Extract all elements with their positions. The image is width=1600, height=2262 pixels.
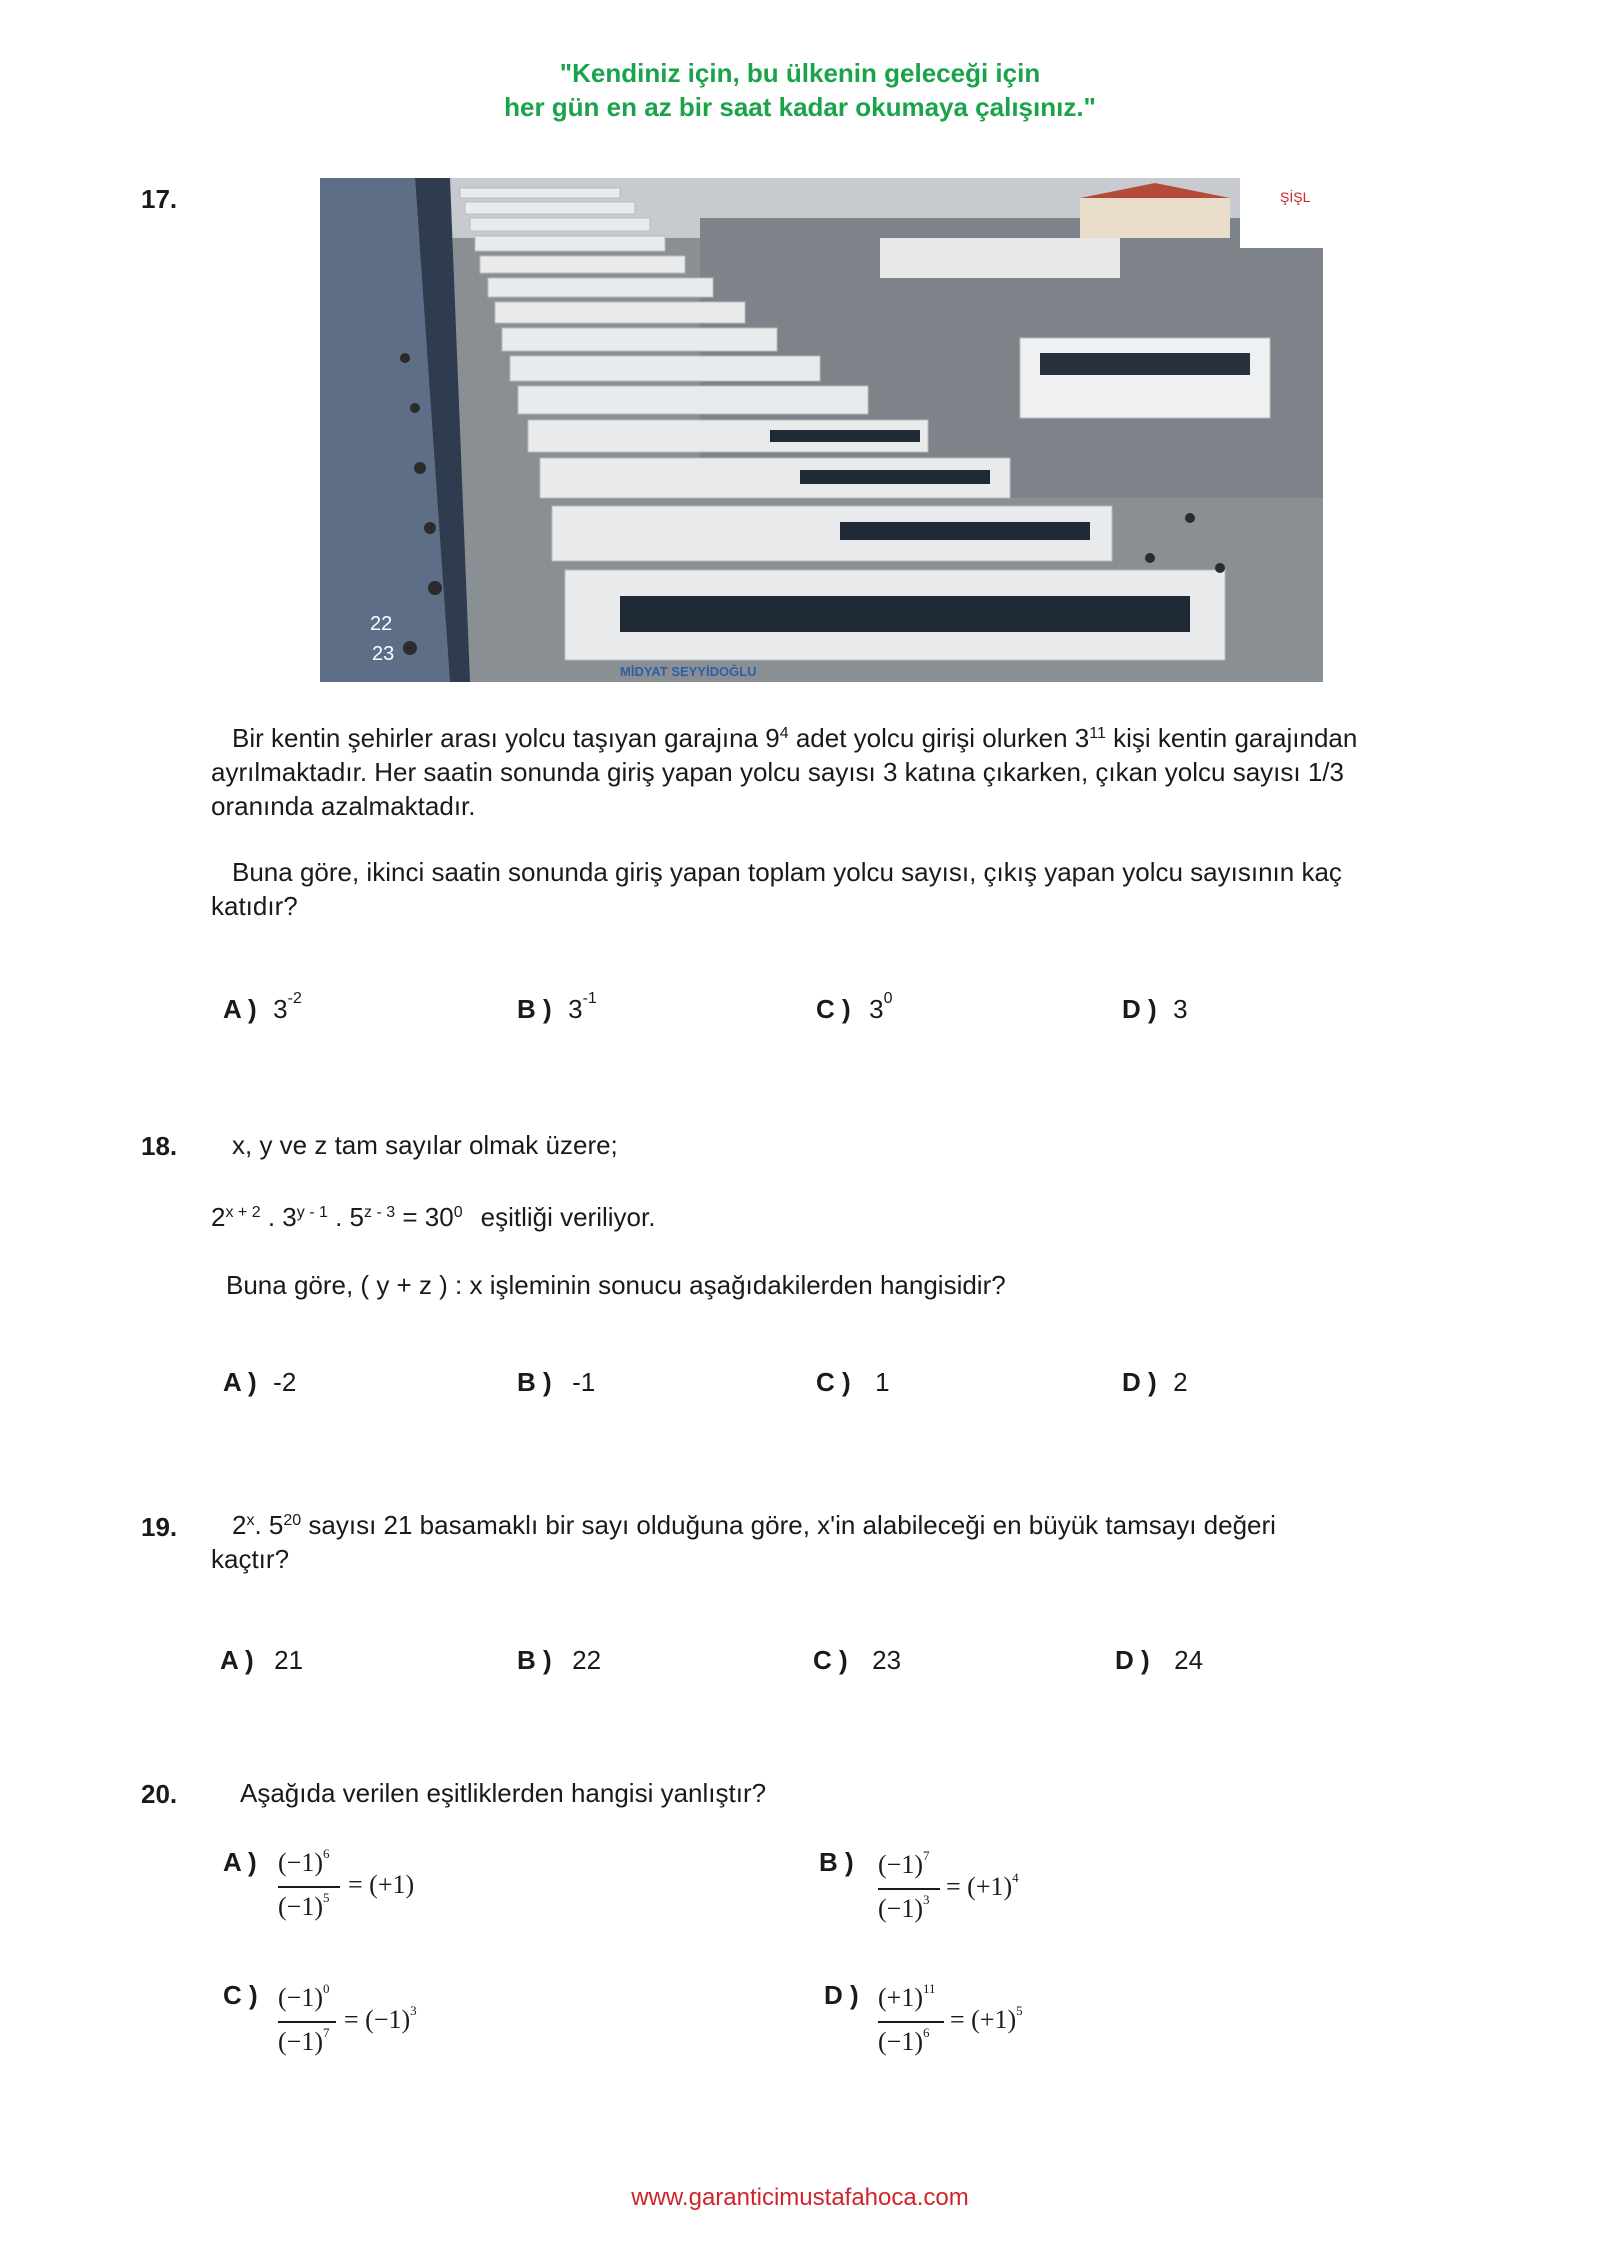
num-base: (−1) [278, 1848, 323, 1877]
option-value: 1 [875, 1367, 890, 1397]
q19-option-c[interactable] [813, 1645, 901, 1676]
den-base: (−1) [878, 1894, 923, 1923]
num-base: (+1) [878, 1983, 923, 2012]
fraction-numerator [278, 1983, 329, 2013]
q20-option-d-label[interactable]: D ) [824, 1980, 859, 2010]
question-18-number: 18. [141, 1131, 178, 1161]
den-base: (−1) [878, 2027, 923, 2056]
question-20-number: 20. [141, 1779, 178, 1809]
fraction-denominator [278, 2027, 329, 2057]
option-label: C ) [816, 1367, 851, 1397]
num-base: (−1) [278, 1983, 323, 2012]
option-base: 3 [273, 994, 288, 1024]
rhs-exp: 3 [410, 2003, 417, 2018]
q18-option-c[interactable] [816, 1367, 890, 1398]
eq-tail: eşitliği veriliyor. [480, 1202, 656, 1232]
num-exp: 11 [922, 1981, 936, 1996]
eq-base-2: 2 [211, 1202, 226, 1232]
q17-text-part-2: adet yolcu girişi olurken 3 [788, 723, 1090, 753]
header-line-2: her gün en az bir saat kadar okumaya çalışınız." [504, 92, 1096, 122]
q20-option-a-label[interactable]: A ) [223, 1847, 257, 1877]
question-18-equation [211, 1200, 655, 1234]
fraction-bar [878, 2021, 944, 2023]
fraction-denominator [878, 2027, 929, 2057]
fraction-numerator [278, 1848, 329, 1878]
q20-option-a-fraction[interactable] [278, 1848, 458, 1928]
option-base: 3 [869, 994, 884, 1024]
fraction-rhs [946, 1872, 1019, 1902]
rhs-base: = (−1) [344, 2005, 411, 2034]
eq-rhs: = 30 [395, 1202, 454, 1232]
option-label: B ) [517, 994, 552, 1024]
option-label: C ) [816, 994, 851, 1024]
fraction-numerator [878, 1983, 936, 2013]
bus-terminal-photo-svg [320, 178, 1323, 682]
bus-terminal-photo [320, 178, 1323, 682]
eq-exp-1: x + 2 [225, 1204, 261, 1221]
gate-number-23: 23 [372, 643, 395, 665]
q17-exp-1: 4 [779, 725, 789, 742]
q17-option-b[interactable] [517, 990, 597, 1025]
q19-exp-20: 20 [283, 1512, 302, 1529]
q19-base-2: 2 [232, 1510, 247, 1540]
option-exp: 0 [883, 990, 893, 1007]
num-exp: 6 [322, 1846, 330, 1861]
den-exp: 5 [322, 1890, 330, 1905]
q19-base-5: . 5 [254, 1510, 284, 1540]
q19-option-b[interactable] [517, 1645, 601, 1676]
option-label: D ) [1115, 1645, 1150, 1675]
option-label: A ) [223, 994, 257, 1024]
fraction-rhs [950, 2005, 1023, 2035]
option-value: -2 [273, 1367, 297, 1397]
motivational-header [0, 56, 1600, 124]
question-18-prompt: Buna göre, ( y + z ) : x işleminin sonucu aşağıdakilerden hangisidir? [226, 1270, 1006, 1300]
question-17-prompt-line-1: Buna göre, ikinci saatin sonunda giriş yapan toplam yolcu sayısı, çıkış yapan yolcu sayısının kaç [232, 857, 1342, 887]
q20-option-c-label[interactable]: C ) [223, 1980, 258, 2010]
fraction-rhs [344, 2005, 417, 2035]
question-17-prompt-line-2: katıdır? [211, 891, 298, 921]
den-exp: 7 [322, 2025, 330, 2040]
eq-exp-2: y - 1 [296, 1204, 328, 1221]
rhs-base: = (+1) [950, 2005, 1017, 2034]
den-base: (−1) [278, 2027, 323, 2056]
question-17-number: 17. [141, 184, 178, 214]
q17-text-part-3: kişi kentin garajından [1105, 723, 1358, 753]
eq-base-5: . 5 [327, 1202, 365, 1232]
option-value: 22 [572, 1645, 602, 1675]
option-label: D ) [1122, 994, 1157, 1024]
eq-base-3: . 3 [260, 1202, 297, 1232]
eq-exp-3: z - 3 [364, 1204, 396, 1221]
question-19-line-1 [232, 1508, 1276, 1542]
num-exp: 7 [922, 1848, 930, 1863]
gate-number-22: 22 [370, 613, 393, 635]
question-17-paragraph-line-2: ayrılmaktadır. Her saatin sonunda giriş yapan yolcu sayısı 3 katına çıkarken, çıkan yolcu sayısı 1/3 [211, 757, 1344, 787]
footer-website-link[interactable]: www.garanticimustafahoca.com [631, 2184, 969, 2211]
question-20-prompt: Aşağıda verilen eşitliklerden hangisi yanlıştır? [240, 1778, 767, 1808]
option-label: B ) [517, 1367, 552, 1397]
q19-exp-x: x [246, 1512, 255, 1529]
bus-brand-text: MİDYAT SEYYİDOĞLU [620, 664, 757, 679]
option-base: 3 [568, 994, 583, 1024]
q20-option-c-fraction[interactable] [278, 1983, 458, 2063]
q18-option-b[interactable] [517, 1367, 595, 1398]
option-label: C ) [813, 1645, 848, 1675]
question-17-paragraph-line-1 [232, 721, 1357, 755]
q17-option-a[interactable] [223, 990, 302, 1025]
num-exp: 0 [322, 1981, 330, 1996]
q20-option-d-fraction[interactable] [878, 1983, 1058, 2063]
fraction-bar [878, 1888, 940, 1890]
q17-option-d[interactable] [1122, 994, 1188, 1025]
den-base: (−1) [278, 1892, 323, 1921]
option-label: A ) [220, 1645, 254, 1675]
num-base: (−1) [878, 1850, 923, 1879]
q18-option-a[interactable] [223, 1367, 296, 1398]
q20-option-b-fraction[interactable] [878, 1850, 1058, 1930]
fraction-denominator [878, 1894, 929, 1924]
q19-option-a[interactable] [220, 1645, 303, 1676]
rhs-exp: 5 [1016, 2003, 1023, 2018]
eq-exp-4: 0 [453, 1204, 463, 1221]
option-value: 23 [872, 1645, 902, 1675]
q17-option-c[interactable] [816, 990, 893, 1025]
q17-text-part-1: Bir kentin şehirler arası yolcu taşıyan garajına 9 [232, 723, 780, 753]
fraction-bar [278, 2021, 336, 2023]
fraction-rhs [348, 1870, 414, 1900]
q17-exp-2: 11 [1089, 725, 1106, 742]
option-base: 3 [1173, 994, 1188, 1024]
den-exp: 3 [922, 1892, 930, 1907]
option-label: A ) [223, 1367, 257, 1397]
header-line-1: "Kendiniz için, bu ülkenin geleceği için [559, 58, 1041, 88]
q18-option-d[interactable] [1122, 1367, 1188, 1398]
option-label: B ) [517, 1645, 552, 1675]
q19-option-d[interactable] [1115, 1645, 1203, 1676]
fraction-bar [278, 1886, 340, 1888]
option-exp: -1 [582, 990, 597, 1007]
question-17-paragraph-line-3: oranında azalmaktadır. [211, 791, 476, 821]
fraction-numerator [878, 1850, 929, 1880]
question-18-intro: x, y ve z tam sayılar olmak üzere; [232, 1130, 618, 1160]
den-exp: 6 [922, 2025, 930, 2040]
question-19-number: 19. [141, 1512, 178, 1542]
rhs-exp: 4 [1012, 1870, 1019, 1885]
rhs-base: = (+1) [946, 1872, 1013, 1901]
option-value: 24 [1174, 1645, 1204, 1675]
q19-rest: sayısı 21 basamaklı bir sayı olduğuna göre, x'in alabileceği en büyük tamsayı değeri [301, 1510, 1276, 1540]
svg-text:ŞİŞL: ŞİŞL [1280, 189, 1311, 205]
option-exp: -2 [287, 990, 302, 1007]
option-value: 2 [1173, 1367, 1188, 1397]
fraction-denominator [278, 1892, 329, 1922]
rhs-base: = (+1) [348, 1870, 415, 1899]
option-value: -1 [572, 1367, 596, 1397]
question-19-line-2: kaçtır? [211, 1544, 290, 1574]
q20-option-b-label[interactable]: B ) [819, 1847, 854, 1877]
option-label: D ) [1122, 1367, 1157, 1397]
option-value: 21 [274, 1645, 304, 1675]
